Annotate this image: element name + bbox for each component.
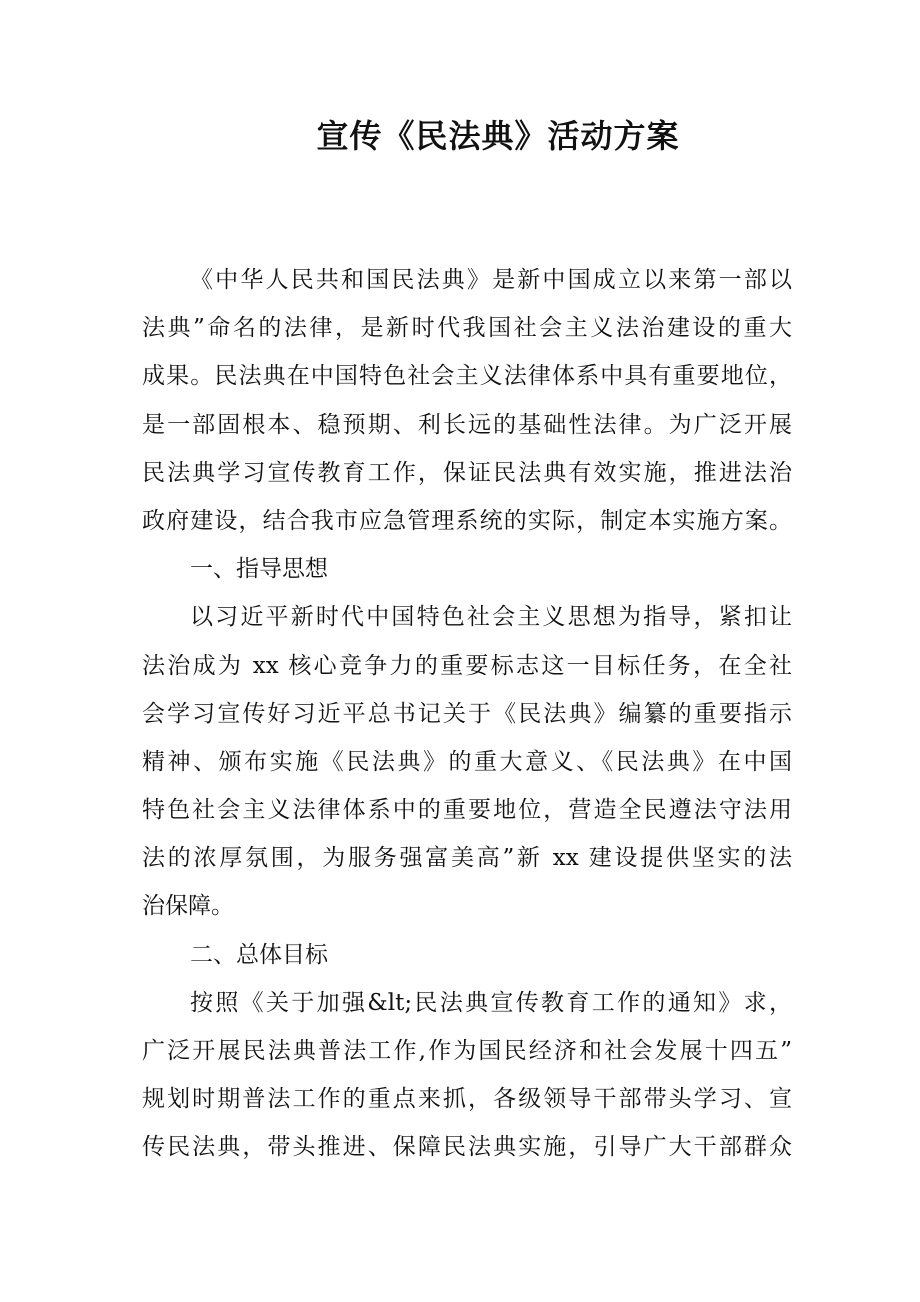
- body-line: 特色社会主义法律体系中的重要地位，营造全民遵法守法用: [142, 797, 792, 824]
- body-line: 二、总体目标: [190, 941, 328, 968]
- body-line: 法典”命名的法律，是新时代我国社会主义法治建设的重大: [142, 315, 792, 342]
- body-line: 治保障。: [142, 893, 234, 920]
- body-line: 传民法典，带头推进、保障民法典实施，引导广大干部群众: [142, 1134, 792, 1161]
- body-line: 法的浓厚氛围，为服务强富美高”新 xx 建设提供坚实的法: [142, 845, 792, 872]
- body-line: 是一部固根本、稳预期、利长远的基础性法律。为广泛开展: [142, 411, 792, 438]
- body-line: 规划时期普法工作的重点来抓，各级领导干部带头学习、宣: [142, 1086, 792, 1113]
- document-title: 宣传《民法典》活动方案: [316, 117, 680, 155]
- body-line: 精神、颁布实施《民法典》的重大意义、《民法典》在中国: [142, 748, 792, 775]
- body-line: 以习近平新时代中国特色社会主义思想为指导，紧扣让: [190, 604, 792, 631]
- body-line: 会学习宣传好习近平总书记关于《民法典》编纂的重要指示: [142, 700, 792, 727]
- body-line: 《中华人民共和国民法典》是新中国成立以来第一部以: [190, 267, 792, 293]
- body-line: 法治成为 xx 核心竞争力的重要标志这一目标任务，在全社: [142, 652, 792, 679]
- body-line: 民法典学习宣传教育工作，保证民法典有效实施，推进法治: [142, 459, 792, 486]
- body-line: 政府建设，结合我市应急管理系统的实际，制定本实施方案。: [142, 507, 792, 534]
- body-line: 一、指导思想: [190, 556, 328, 583]
- body-line: 成果。民法典在中国特色社会主义法律体系中具有重要地位，: [142, 363, 792, 390]
- body-line: 广泛开展民法典普法工作,作为国民经济和社会发展十四五”: [142, 1038, 792, 1064]
- document-body: [142, 256, 792, 1172]
- body-line: 按照《关于加强&lt;民法典宣传教育工作的通知》求，: [190, 989, 792, 1016]
